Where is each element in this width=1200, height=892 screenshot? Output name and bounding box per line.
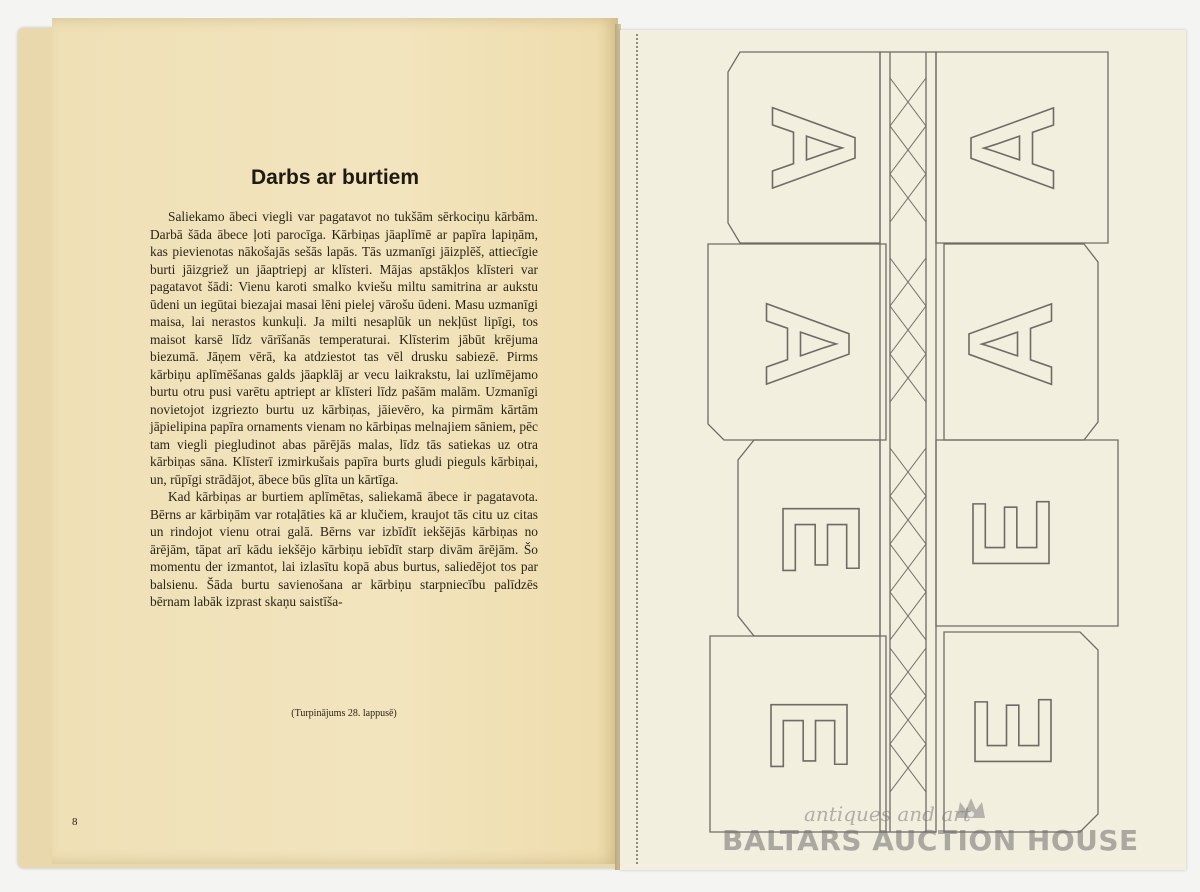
letter-a-1: A — [746, 104, 881, 192]
perforation-line — [636, 34, 638, 864]
paragraph-2: Kad kārbiņas ar burtiem aplīmētas, saliekamā ābece ir pagatavota. Bērns ar kārbiņām var rotaļāties kā ar klučiem, kraujot tās citu uz citas un rindojot vienu otrai galā. Bērns var izbīdīt iekšējās kārbiņas no ārējām, tāpat arī kādu iekšējo kārbiņu iebīdīt starp divām ārējām. Šo momentu der izmantot, lai izlasītu kopā abus burtus, saliedējot tos par balsienu. Šāda burtu savienošana ar kārbiņu starpniecību palīdzēs bērnam labāk izprast skaņu saistīša- — [150, 489, 538, 609]
matchbox-letter-template — [700, 48, 1130, 838]
watermark-tagline: antiques and art — [804, 802, 971, 826]
letter-e-2: E — [950, 497, 1074, 571]
continued-note: (Turpinājums 28. lappusē) — [291, 708, 397, 719]
letter-e-1: E — [758, 501, 882, 575]
center-strip — [880, 52, 936, 832]
letter-e-4: E — [952, 695, 1076, 769]
letter-a-2: A — [945, 104, 1080, 192]
page-number: 8 — [72, 816, 78, 828]
lattice-pattern — [890, 78, 926, 792]
letter-a-3: A — [740, 300, 875, 388]
watermark-brand: BALTARS AUCTION HOUSE — [722, 824, 1139, 857]
letter-a-4: A — [943, 300, 1078, 388]
paragraph-1: Saliekamo ābeci viegli var pagatavot no tukšām sērkociņu kārbām. Darbā šāda ābece ļoti parocīga. Kārbiņas jāaplīmē ar papīra lapiņām, kas pievienotas nākošajās sešās lapās. Tās uzmanīgi jāizplēš, attiecīgie burti jāizgriež un jāaptriepj ar klīsteri. Mājas apstākļos klīsteri var pagatavot šādi: Vienu karoti smalko kviešu miltu samitrina ar aukstu ūdeni un iegūtai biezajai masai lēni pielej vārošu ūdeni. Masu uzmanīgi maisa, lai nerastos kunkuļi. Ja milti nesaplūk un nekļūst lipīgi, tos maisot karsē līdz vārīšanās temperaturai. Klīsterim jābūt krējuma biezumā. Jāņem vērā, ka atdziestot tas vēl drusku sabiezē. Pirms kārbiņu aplīmēšanas galds jāapklāj ar vecu laikrakstu, lai uzlīmējamo burtu otru pusi varētu aptriept ar klīsteri līdz pašām malām. Uzmanīgi novietojot izgriezto burtu uz kārbiņas, jāievēro, ka pirmām kārtām jāpielipina papīra ornaments vienam no kārbiņas melnajiem sāniem, pēc tam viegli piegludinot abas pārējās malas, līdz tās satiekas uz otra kārbiņas sāna. Klīsterī izmirkušais papīra burts gludi pieguls kārbiņai, un, rūpīgi strādājot, ābece būs glīta un kārtīga. — [150, 209, 538, 487]
letter-e-3: E — [746, 697, 870, 771]
body-text — [150, 208, 538, 611]
page-title: Darbs ar burtiem — [250, 166, 420, 189]
